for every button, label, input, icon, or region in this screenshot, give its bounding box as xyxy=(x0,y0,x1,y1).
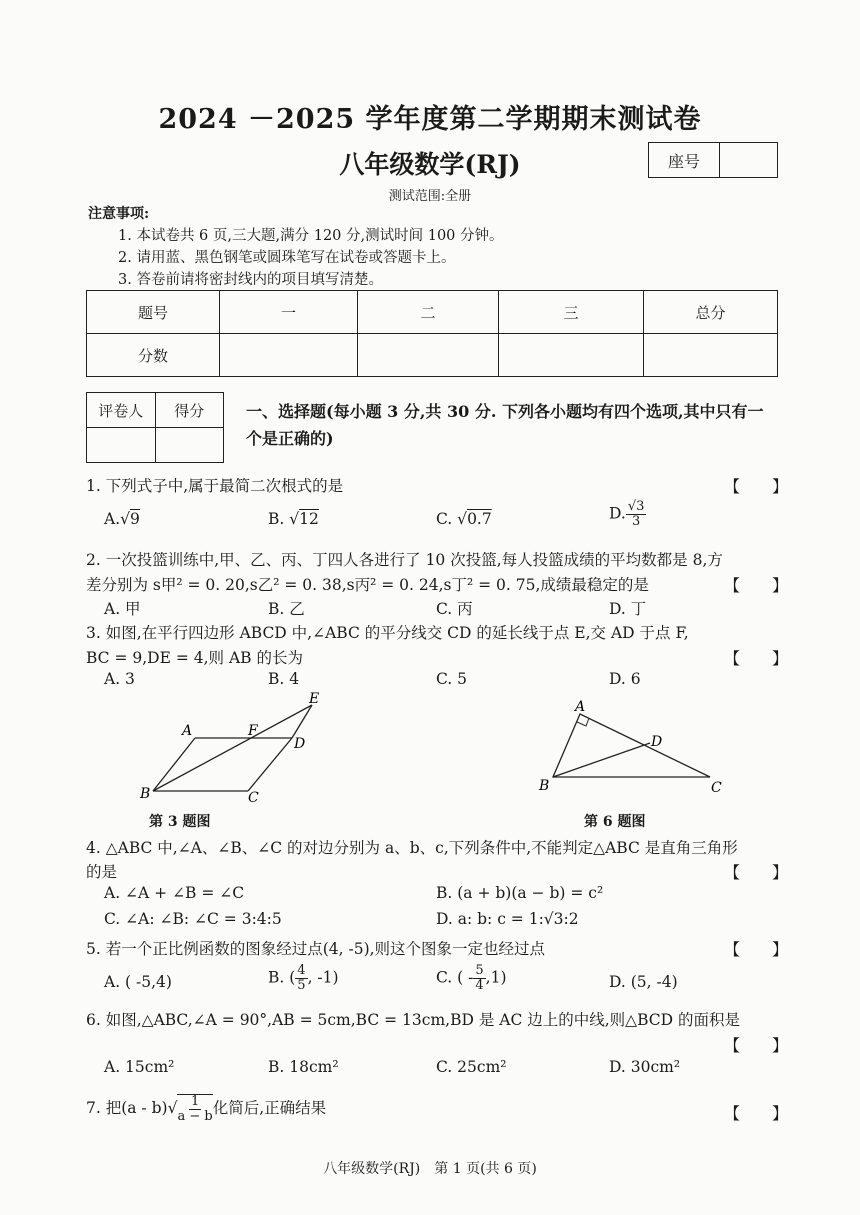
q4-option-a[interactable]: A. ∠A + ∠B = ∠C xyxy=(104,884,245,902)
score-header: 三 xyxy=(499,291,644,334)
q4-option-d[interactable]: D. a: b: c = 1:√3:2 xyxy=(436,910,579,928)
figure-6-triangle xyxy=(535,695,735,800)
fig3-label-c: C xyxy=(248,790,259,806)
grader-cell[interactable] xyxy=(87,428,156,463)
seat-number-box xyxy=(648,142,778,178)
fig6-label-c: C xyxy=(711,780,722,796)
notes-heading: 注意事项: xyxy=(88,206,150,222)
question-3-stem-cont: BC = 9,DE = 4,则 AB 的长为 xyxy=(86,649,303,667)
section-1-title: 一、选择题(每小题 3 分,共 30 分. 下列各小题均有四个选项,其中只有一个是正确的) xyxy=(246,402,764,448)
q4-option-b[interactable]: B. (a + b)(a − b) = c² xyxy=(436,884,604,902)
score-header: 总分 xyxy=(644,291,778,334)
answer-bracket[interactable]: 【 】 xyxy=(724,477,789,496)
score-table xyxy=(86,290,778,377)
question-1-stem: 1. 下列式子中,属于最简二次根式的是 xyxy=(86,477,344,495)
q5-option-d[interactable]: D. (5, -4) xyxy=(609,973,678,991)
grader-table xyxy=(86,392,224,463)
q4-option-c[interactable]: C. ∠A: ∠B: ∠C = 3:4:5 xyxy=(104,910,282,928)
question-6-stem: 6. 如图,△ABC,∠A = 90°,AB = 5cm,BC = 13cm,BD 是 AC 边上的中线,则△BCD 的面积是 xyxy=(86,1011,740,1029)
score-cell[interactable] xyxy=(358,334,499,377)
answer-bracket[interactable]: 【 】 xyxy=(724,649,789,668)
q1-option-d[interactable]: D. $\frac{√3}{3}$ xyxy=(609,499,645,529)
question-7-stem: 7. 把(a - b)√ $\frac{1}{a - b}$ 化简后,正确结果 xyxy=(86,1094,327,1124)
question-2-stem: 2. 一次投篮训练中,甲、乙、丙、丁四人各进行了 10 次投篮,每人投篮成绩的平均数都是 8,方 xyxy=(86,551,723,569)
fig6-label-b: B xyxy=(539,778,550,794)
q3-option-b[interactable]: B. 4 xyxy=(268,670,300,688)
q5-option-c[interactable]: C. ( - $\frac{5}{4}$ ,1) xyxy=(436,963,507,993)
q1-option-c[interactable]: C. √0.7 xyxy=(436,510,492,528)
note-item: 2. 请用蓝、黑色钢笔或圆珠笔写在试卷或答题卡上。 xyxy=(118,250,456,266)
q5-option-b[interactable]: B. ( $\frac{4}{5}$ , -1) xyxy=(268,963,339,993)
exam-title: 2024 －2025 学年度第二学期期末测试卷 xyxy=(158,104,702,135)
q3-option-d[interactable]: D. 6 xyxy=(609,670,641,688)
figure-3-caption: 第 3 题图 xyxy=(149,814,211,830)
grader-reviewer-label: 评卷人 xyxy=(87,393,156,428)
q2-option-b[interactable]: B. 乙 xyxy=(268,600,305,618)
score-cell[interactable] xyxy=(220,334,358,377)
answer-bracket[interactable]: 【 】 xyxy=(724,1036,789,1055)
fig3-label-e: E xyxy=(309,691,320,707)
fig6-label-a: A xyxy=(575,699,586,715)
grader-cell[interactable] xyxy=(155,428,224,463)
q6-option-a[interactable]: A. 15cm² xyxy=(104,1058,175,1076)
answer-bracket[interactable]: 【 】 xyxy=(724,1104,789,1123)
score-header: 题号 xyxy=(87,291,220,334)
answer-bracket[interactable]: 【 】 xyxy=(724,863,789,882)
page-footer: 八年级数学(RJ) 第 1 页(共 6 页) xyxy=(323,1161,537,1177)
question-4-stem: 4. △ABC 中,∠A、∠B、∠C 的对边分别为 a、b、c,下列条件中,不能判定△ABC 是直角三角形 xyxy=(86,839,738,857)
fig3-label-d: D xyxy=(294,736,306,752)
question-5-stem: 5. 若一个正比例函数的图象经过点(4, -5),则这个图象一定也经过点 xyxy=(86,940,546,958)
note-item: 1. 本试卷共 6 页,三大题,满分 120 分,测试时间 100 分钟。 xyxy=(118,228,504,244)
score-cell[interactable] xyxy=(499,334,644,377)
figure-6-caption: 第 6 题图 xyxy=(584,814,646,830)
q3-option-c[interactable]: C. 5 xyxy=(436,670,468,688)
note-item: 3. 答卷前请将密封线内的项目填写清楚。 xyxy=(118,272,383,288)
seat-blank xyxy=(720,143,777,177)
q1-option-b[interactable]: B. √12 xyxy=(268,510,319,528)
q6-option-c[interactable]: C. 25cm² xyxy=(436,1058,507,1076)
question-3-stem: 3. 如图,在平行四边形 ABCD 中,∠ABC 的平分线交 CD 的延长线于点 E,交 AD 于点 F, xyxy=(86,624,689,642)
score-row-label: 分数 xyxy=(87,334,220,377)
fig3-label-a: A xyxy=(182,723,193,739)
score-header: 二 xyxy=(358,291,499,334)
test-scope: 测试范围:全册 xyxy=(388,189,472,204)
fig6-label-d: D xyxy=(651,734,663,750)
fig3-label-b: B xyxy=(140,786,151,802)
q6-option-d[interactable]: D. 30cm² xyxy=(609,1058,681,1076)
q2-option-a[interactable]: A. 甲 xyxy=(104,600,141,618)
score-cell[interactable] xyxy=(644,334,778,377)
q2-option-d[interactable]: D. 丁 xyxy=(609,600,647,618)
answer-bracket[interactable]: 【 】 xyxy=(724,940,789,959)
exam-subtitle: 八年级数学(RJ) xyxy=(339,150,521,179)
q5-option-a[interactable]: A. ( -5,4) xyxy=(104,973,172,991)
figure-3-parallelogram xyxy=(120,690,350,810)
answer-bracket[interactable]: 【 】 xyxy=(724,576,789,595)
question-2-stem-cont: 差分别为 s甲² = 0. 20,s乙² = 0. 38,s丙² = 0. 24,s丁² = 0. 75,成绩最稳定的是 xyxy=(86,576,649,594)
question-4-stem-cont: 的是 xyxy=(86,863,118,881)
grader-score-label: 得分 xyxy=(155,393,224,428)
q6-option-b[interactable]: B. 18cm² xyxy=(268,1058,339,1076)
seat-label: 座号 xyxy=(649,143,720,177)
fig3-label-f: F xyxy=(248,723,258,739)
q1-option-a[interactable]: A.√9 xyxy=(104,510,140,528)
q2-option-c[interactable]: C. 丙 xyxy=(436,600,473,618)
score-header: 一 xyxy=(220,291,358,334)
q3-option-a[interactable]: A. 3 xyxy=(104,670,135,688)
